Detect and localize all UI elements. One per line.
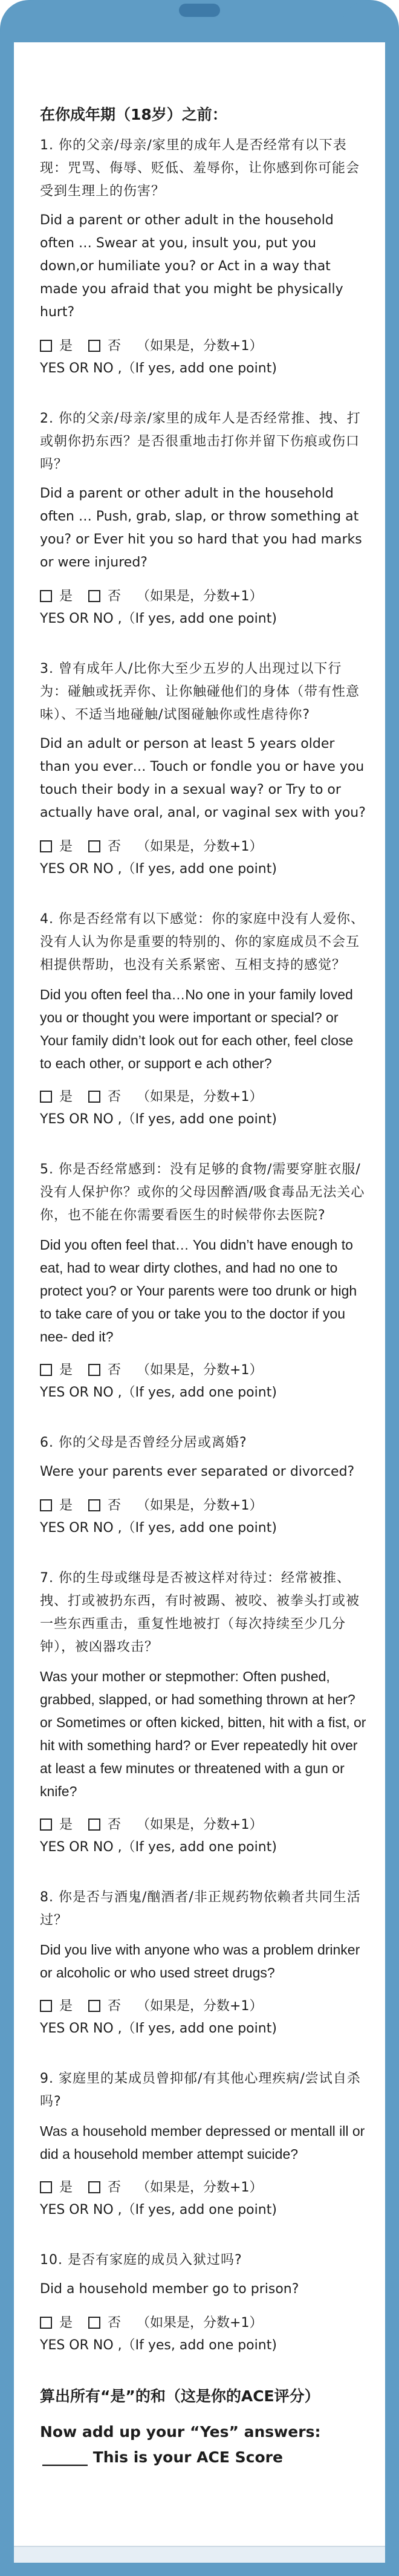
no-label: 否 [108,339,122,354]
question-en: Was a household member depressed or mentall ill or did a household member attempt suicide? [40,2123,365,2162]
answer-choices [40,2176,366,2199]
score-hint: （如果是，分数+1） [137,589,263,604]
score-hint: （如果是，分数+1） [137,339,263,354]
yes-label: 是 [59,339,73,354]
question-en: Did a household member go to prison? [40,2282,299,2297]
frame-corner-left [0,0,29,29]
no-checkbox[interactable] [88,340,100,352]
question-zh: 3. 曾有成年人/比你大至少五岁的人出现过以下行为：碰触或抚弄你、让你触碰他们的身体（带有性意味）、不适当地碰触/试图碰触你或性虐待你? [40,661,360,722]
question-item-4 [40,908,366,1131]
no-checkbox[interactable] [88,2317,100,2329]
question-item-6 [40,1432,366,1539]
answer-choices [40,2312,366,2335]
question-item-10 [40,2249,366,2357]
question-zh: 8. 你是否与酒鬼/酗酒者/非正规药物依赖者共同生活过？ [40,1890,361,1928]
page-title: 在你成年期（18岁）之前： [40,106,227,123]
no-checkbox[interactable] [88,1818,100,1831]
yes-no-hint: YES OR NO ,（If yes, add one point) [40,2338,277,2353]
answer-choices [40,335,366,358]
answer-choices [40,1995,366,2018]
no-checkbox[interactable] [88,1499,100,1511]
no-checkbox[interactable] [88,1364,100,1376]
yes-checkbox[interactable] [40,1091,52,1103]
question-item-9 [40,2068,366,2221]
question-en: Did a parent or other adult in the household often … Swear at you, insult you, put you down,or humiliate you? or Act in a way that made you afraid that you might be physically hurt? [40,213,343,320]
hanger-tab [179,4,220,17]
question-zh: 1. 你的父亲/母亲/家里的成年人是否经常有以下表现：咒骂、侮辱、贬低、羞辱你，让你感到你可能会受到生理上的伤害？ [40,138,360,199]
score-hint: （如果是，分数+1） [137,1817,263,1832]
no-label: 否 [108,2180,122,2195]
score-hint: （如果是，分数+1） [137,1999,263,2014]
question-zh: 7. 你的生母或继母是否被这样对待过：经常被推、拽、打或被扔东西，有时被踢、被咬、被拳头打或被一些东西重击，重复性地被打（每次持续至少几分钟），被凶器攻击？ [40,1571,360,1655]
question-en: Did a parent or other adult in the household often … Push, grab, slap, or throw something at you? or Ever hit you so hard that you had marks or were injured? [40,486,362,570]
question-zh: 5. 你是否经常感到：没有足够的食物/需要穿脏衣服/没有人保护你？或你的父母因醉酒/吸食毒品无法关心你，也不能在你需要看医生的时候带你去医院? [40,1162,365,1223]
answer-choices [40,585,366,608]
yes-checkbox[interactable] [40,840,52,852]
yes-checkbox[interactable] [40,1364,52,1376]
yes-no-hint: YES OR NO ,（If yes, add one point) [40,611,277,626]
question-item-3 [40,658,366,880]
yes-label: 是 [59,1363,73,1378]
no-label: 否 [108,1363,122,1378]
yes-label: 是 [59,2180,73,2195]
yes-no-hint: YES OR NO ,（If yes, add one point) [40,1520,277,1536]
yes-label: 是 [59,839,73,854]
yes-checkbox[interactable] [40,590,52,602]
question-zh: 6. 你的父母是否曾经分居或离婚? [40,1435,247,1450]
question-en: Was your mother or stepmother: Often pushed, grabbed, slapped, or had something thrown at her? or Sometimes or often kicked, bitten, hit with a fist, or hit with something hard? or Ever repeatedly hit over at least a few minutes or threatened with a gun or knife? [40,1669,366,1799]
question-en: Did you often feel that… You didn’t have enough to eat, had to wear dirty clothes, and had no one to protect you? or Your parents were too drunk or high to take care of you or take you to the doctor if you nee- ded it? [40,1237,357,1345]
question-zh: 9. 家庭里的某成员曾抑郁/有其他心理疾病/尝试自杀吗? [40,2071,361,2109]
answer-choices [40,1086,366,1109]
yes-checkbox[interactable] [40,2317,52,2329]
question-en: Were your parents ever separated or divorced? [40,1464,355,1479]
paper-bottom-edge [14,2546,385,2563]
question-zh: 4. 你是否经常有以下感觉：你的家庭中没有人爱你、没有人认为你是重要的特别的、你的家庭成员不会互相提供帮助，也没有关系紧密、互相支持的感觉？ [40,912,365,973]
question-item-7 [40,1567,366,1858]
answer-choices [40,835,366,858]
yes-label: 是 [59,589,73,604]
yes-checkbox[interactable] [40,2000,52,2012]
yes-no-hint: YES OR NO ,（If yes, add one point) [40,861,277,877]
yes-label: 是 [59,1498,73,1513]
score-hint: （如果是，分数+1） [137,2315,263,2331]
score-instruction-zh: 算出所有“是”的和（这是你的ACE评分） [40,2387,320,2405]
yes-checkbox[interactable] [40,1818,52,1831]
yes-no-hint: YES OR NO ,（If yes, add one point) [40,361,277,376]
question-item-2 [40,407,366,630]
question-en: Did you often feel tha…No one in your family loved you or thought you were important or special? or Your family didn’t look out for each other, feel close to each other, or support e ach other? [40,987,354,1071]
yes-label: 是 [59,1817,73,1832]
question-item-1 [40,134,366,380]
no-checkbox[interactable] [88,2181,100,2193]
score-hint: （如果是，分数+1） [137,839,263,854]
no-label: 否 [108,1817,122,1832]
answer-choices [40,1359,366,1382]
yes-checkbox[interactable] [40,340,52,352]
yes-no-hint: YES OR NO ,（If yes, add one point) [40,2021,277,2036]
question-en: Did you live with anyone who was a problem drinker or alcoholic or who used street drugs? [40,1942,360,1981]
yes-checkbox[interactable] [40,1499,52,1511]
score-instruction-en-2: ______ This is your ACE Score [42,2448,283,2466]
score-hint: （如果是，分数+1） [137,1498,263,1513]
question-zh: 10. 是否有家庭的成员入狱过吗? [40,2253,242,2268]
no-label: 否 [108,1089,122,1105]
question-item-8 [40,1886,366,2040]
score-hint: （如果是，分数+1） [137,2180,263,2195]
question-en: Did an adult or person at least 5 years older than you ever… Touch or fondle you or have you touch their body in a sexual way? or Try to or actually have oral, anal, or vaginal sex with you? [40,736,366,820]
yes-label: 是 [59,2315,73,2331]
yes-label: 是 [59,1999,73,2014]
question-list [40,134,366,2357]
no-label: 否 [108,839,122,854]
question-zh: 2. 你的父亲/母亲/家里的成年人是否经常推、拽、打或朝你扔东西？是否很重地击打你并留下伤痕或伤口吗？ [40,411,361,472]
yes-label: 是 [59,1089,73,1105]
yes-no-hint: YES OR NO ,（If yes, add one point) [40,1385,277,1400]
yes-no-hint: YES OR NO ,（If yes, add one point) [40,2202,277,2218]
questionnaire [40,103,366,2470]
yes-checkbox[interactable] [40,2181,52,2193]
no-label: 否 [108,1498,122,1513]
no-checkbox[interactable] [88,590,100,602]
yes-no-hint: YES OR NO ,（If yes, add one point) [40,1840,277,1855]
no-checkbox[interactable] [88,2000,100,2012]
question-item-5 [40,1158,366,1404]
no-checkbox[interactable] [88,1091,100,1103]
no-checkbox[interactable] [88,840,100,852]
no-label: 否 [108,589,122,604]
answer-choices [40,1494,366,1517]
no-label: 否 [108,1999,122,2014]
score-hint: （如果是，分数+1） [137,1089,263,1105]
answer-choices [40,1814,366,1837]
score-hint: （如果是，分数+1） [137,1363,263,1378]
yes-no-hint: YES OR NO ,（If yes, add one point) [40,1112,277,1127]
frame-corner-right [370,0,399,29]
no-label: 否 [108,2315,122,2331]
score-instruction-en-1: Now add up your “Yes” answers: [40,2423,321,2441]
